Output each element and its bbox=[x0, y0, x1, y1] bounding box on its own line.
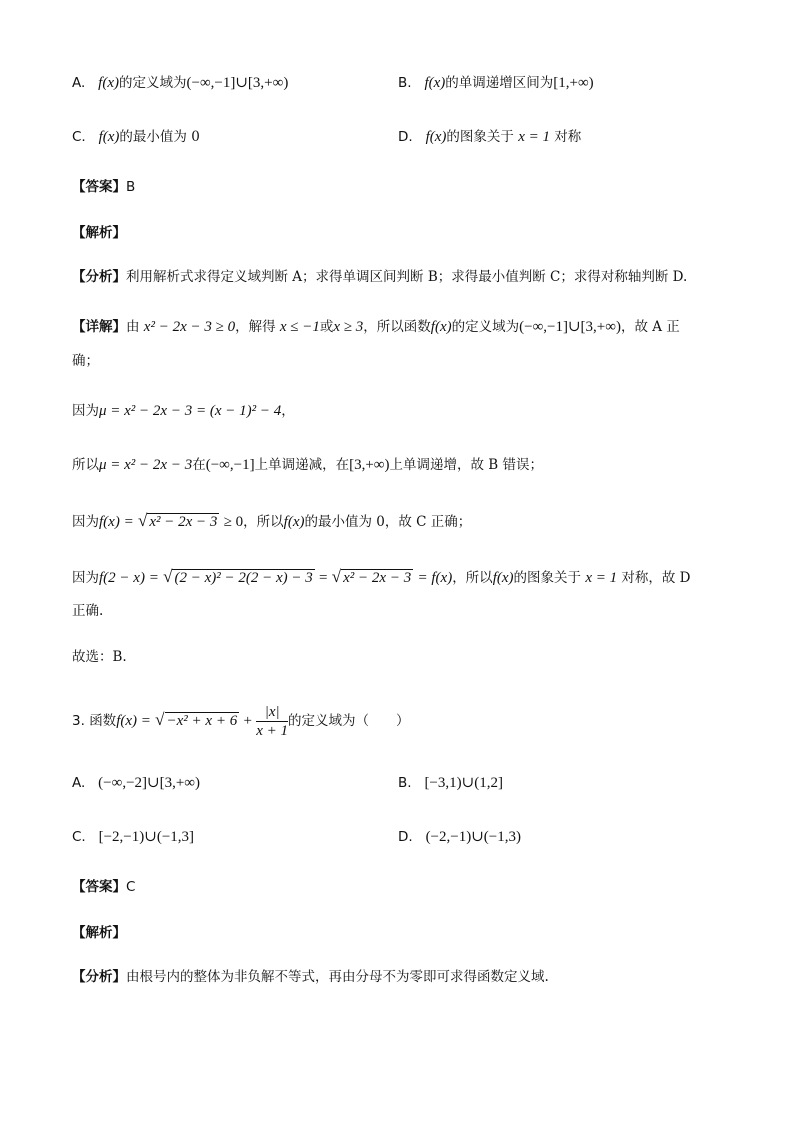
q2-detail-line6 bbox=[72, 566, 691, 589]
fraction-numerator: |x| bbox=[256, 703, 288, 722]
text: 的图象关于 bbox=[513, 570, 582, 586]
q3-jiexi-label: 【解析】 bbox=[72, 925, 126, 941]
q3-option-b bbox=[398, 772, 503, 794]
q3-option-c bbox=[72, 826, 194, 848]
option-letter: D. bbox=[398, 829, 413, 845]
math-expr: x = 1 bbox=[585, 570, 618, 586]
option-text: 的定义域为 bbox=[119, 75, 187, 91]
math-expr: (−∞,−1] bbox=[205, 457, 255, 473]
text: 因为 bbox=[72, 514, 99, 530]
question-number: 3. bbox=[72, 713, 85, 729]
sqrt-sign-icon: √ bbox=[331, 567, 342, 586]
q2-option-d bbox=[398, 126, 581, 148]
option-letter: C. bbox=[72, 129, 86, 145]
math-fraction bbox=[256, 703, 288, 740]
text: ，解得 bbox=[235, 319, 276, 335]
text: ， bbox=[281, 403, 295, 419]
q3-option-d bbox=[398, 826, 521, 848]
q2-detail-line3 bbox=[72, 400, 295, 422]
q3-option-a bbox=[72, 772, 200, 794]
text: 所以 bbox=[72, 457, 99, 473]
text: 由 bbox=[126, 319, 140, 335]
math-radicand: x² − 2x − 3 bbox=[149, 514, 218, 530]
fraction-denominator: x + 1 bbox=[256, 723, 289, 739]
option-expr: (−2,−1)∪(−1,3) bbox=[425, 829, 521, 845]
math-expr: (−∞,−1]∪[3,+∞) bbox=[519, 319, 621, 335]
math-fx: f(x) bbox=[98, 75, 119, 91]
q2-option-a bbox=[72, 72, 288, 94]
detail-label: 【详解】 bbox=[72, 319, 126, 335]
math-fx: f(x) bbox=[424, 75, 446, 91]
math-expr: f(x) = bbox=[116, 713, 151, 729]
math-fx: f(x) bbox=[430, 319, 452, 335]
option-text: 的图象关于 bbox=[446, 129, 514, 145]
math-expr: f(x) = bbox=[99, 514, 134, 530]
answer-label: 【答案】 bbox=[72, 179, 126, 195]
text: 或 bbox=[319, 319, 334, 335]
answer-label: 【答案】 bbox=[72, 879, 126, 895]
math-fx: f(x) bbox=[492, 570, 514, 586]
text: 的最小值为 0，故 C 正确； bbox=[304, 514, 472, 530]
text: ，故 A 正 bbox=[620, 319, 680, 335]
option-letter: B. bbox=[398, 775, 412, 791]
text: 上单调递增，故 B 错误； bbox=[389, 457, 543, 473]
math-expr: x ≥ 3 bbox=[333, 319, 364, 335]
q2-detail-line5 bbox=[72, 510, 471, 533]
option-letter: B. bbox=[398, 75, 412, 91]
q2-detail-line4 bbox=[72, 454, 543, 476]
math-expr: = f(x) bbox=[417, 570, 453, 586]
q2-detail-line2: 确； bbox=[72, 353, 99, 369]
option-expr: (−∞,−2]∪[3,+∞) bbox=[98, 775, 200, 791]
option-expr: [1,+∞) bbox=[553, 75, 594, 91]
text: 的定义域为 bbox=[451, 319, 520, 335]
text: 对称，故 D bbox=[621, 570, 691, 586]
math-expr: x² − 2x − 3 ≥ 0 bbox=[143, 319, 236, 335]
math-fx: f(x) bbox=[98, 129, 120, 145]
option-text: 对称 bbox=[554, 129, 582, 145]
text: ，所以 bbox=[452, 570, 493, 586]
analysis-text: 利用解析式求得定义域判断 A；求得单调区间判断 B；求得最小值判断 C；求得对称轴判断 D. bbox=[126, 269, 688, 285]
text: ，所以 bbox=[243, 514, 284, 530]
math-fx: f(x) bbox=[283, 514, 305, 530]
q3-analysis bbox=[72, 966, 549, 988]
option-text: 的最小值为 0 bbox=[119, 129, 200, 145]
q2-answer bbox=[72, 176, 135, 198]
text: 函数 bbox=[89, 713, 117, 729]
math-radicand: −x² + x + 6 bbox=[166, 713, 238, 729]
analysis-label: 【分析】 bbox=[72, 969, 126, 985]
q3-stem bbox=[72, 700, 410, 741]
option-text: 的单调递增区间为 bbox=[445, 75, 554, 91]
option-letter: A. bbox=[72, 75, 86, 91]
q3-answer bbox=[72, 876, 135, 898]
math-expr: x ≤ −1 bbox=[279, 319, 320, 335]
sqrt-sign-icon: √ bbox=[137, 511, 148, 530]
q2-detail-line7: 正确. bbox=[72, 603, 104, 619]
math-expr: f(2 − x) = bbox=[99, 570, 159, 586]
q2-detail-line8: 故选：B. bbox=[72, 649, 127, 665]
option-letter: C. bbox=[72, 829, 86, 845]
text: 因为 bbox=[72, 403, 99, 419]
math-expr: [3,+∞) bbox=[349, 457, 390, 473]
text: ，所以函数 bbox=[363, 319, 431, 335]
option-letter: A. bbox=[72, 775, 86, 791]
q2-jiexi-label: 【解析】 bbox=[72, 225, 126, 241]
answer-value: C bbox=[126, 879, 136, 895]
text: 在 bbox=[192, 457, 206, 473]
q2-detail-line1 bbox=[72, 316, 680, 338]
analysis-label: 【分析】 bbox=[72, 269, 126, 285]
q2-analysis bbox=[72, 266, 687, 288]
text: 上单调递减，在 bbox=[254, 457, 350, 473]
option-expr: x = 1 bbox=[518, 129, 550, 145]
sqrt-sign-icon: √ bbox=[163, 567, 173, 586]
option-expr: [−3,1)∪(1,2] bbox=[424, 775, 503, 791]
math-expr: = bbox=[319, 570, 328, 586]
math-expr: μ = x² − 2x − 3 = (x − 1)² − 4 bbox=[99, 403, 282, 419]
math-expr: ≥ 0 bbox=[223, 514, 244, 530]
option-expr: [−2,−1)∪(−1,3] bbox=[98, 829, 195, 845]
text: 因为 bbox=[72, 570, 99, 586]
sqrt-sign-icon: √ bbox=[155, 710, 165, 729]
math-fx: f(x) bbox=[425, 129, 447, 145]
text: 的定义域为（ ） bbox=[288, 713, 410, 729]
q2-option-b bbox=[398, 72, 594, 94]
q2-option-c bbox=[72, 126, 200, 148]
math-expr: + bbox=[243, 713, 252, 729]
math-expr: μ = x² − 2x − 3 bbox=[99, 457, 193, 473]
math-radicand: (2 − x)² − 2(2 − x) − 3 bbox=[174, 570, 313, 586]
option-letter: D. bbox=[398, 129, 413, 145]
option-expr: (−∞,−1]∪[3,+∞) bbox=[186, 75, 289, 91]
math-radicand: x² − 2x − 3 bbox=[343, 570, 412, 586]
answer-value: B bbox=[126, 179, 136, 195]
analysis-text: 由根号内的整体为非负解不等式，再由分母不为零即可求得函数定义域. bbox=[126, 969, 549, 985]
